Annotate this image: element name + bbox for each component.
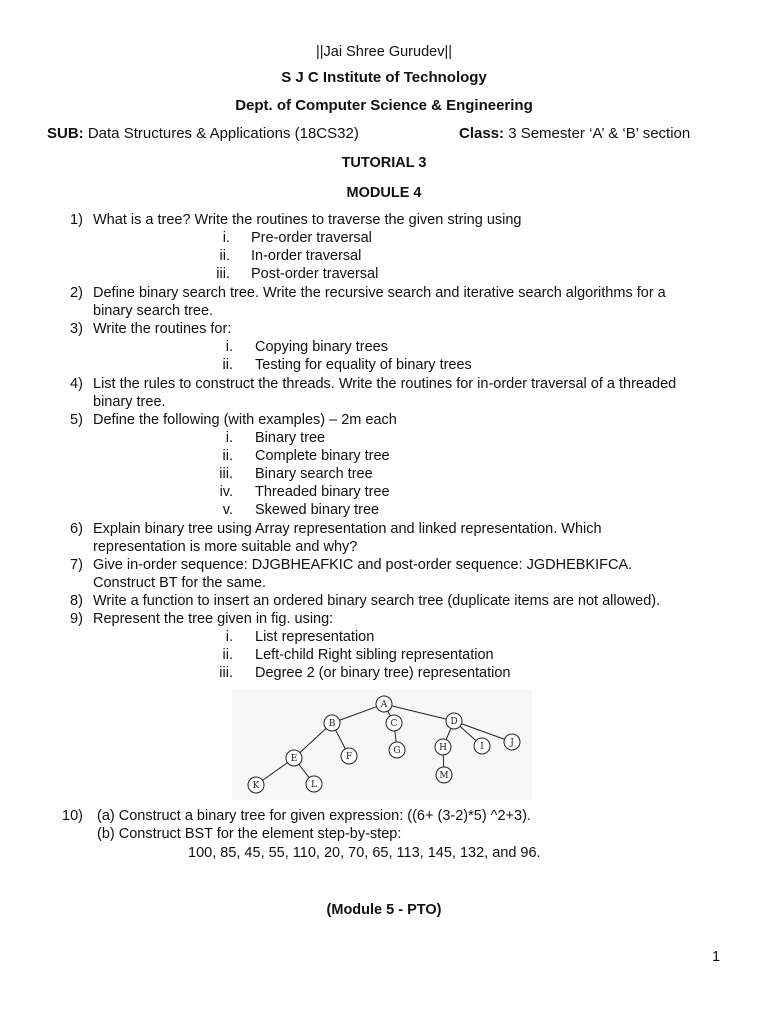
question-4-line: List the rules to construct the threads. Write the routines for in-order traversal of a threaded — [93, 376, 677, 392]
roman-numeral: iii. — [219, 665, 233, 681]
question-1-item: Pre-order traversal — [251, 230, 372, 246]
roman-numeral: iii. — [216, 266, 230, 282]
question-5-item: Binary search tree — [255, 466, 373, 482]
question-9-item: Degree 2 (or binary tree) representation — [255, 665, 511, 681]
question-5-item: Skewed binary tree — [255, 502, 380, 518]
question-number: 2) — [70, 285, 83, 301]
tree-node-label: E — [290, 754, 298, 764]
question-3-text: Write the routines for: — [93, 321, 232, 337]
question-5-text: Define the following (with examples) – 2m each — [93, 412, 397, 428]
question-2-line: binary search tree. — [93, 303, 214, 319]
tree-node-label: M — [439, 771, 449, 781]
class-label: Class: — [459, 125, 505, 142]
question-6-line: Explain binary tree using Array representation and linked representation. Which — [93, 521, 602, 537]
question-number: 5) — [70, 412, 83, 428]
tutorial-title: TUTORIAL 3 — [341, 155, 427, 171]
question-1-item: In-order traversal — [251, 248, 362, 264]
roman-numeral: ii. — [222, 647, 233, 663]
question-number: 3) — [70, 321, 83, 337]
tree-node-label: K — [252, 781, 260, 791]
question-10-line: (a) Construct a binary tree for given expression: ((6+ (3-2)*5) ^2+3). — [97, 808, 531, 824]
question-4-line: binary tree. — [93, 394, 166, 410]
question-5-item: Complete binary tree — [255, 448, 390, 464]
roman-numeral: iv. — [219, 484, 233, 500]
department-name: Dept. of Computer Science & Engineering — [235, 97, 533, 114]
class-value: 3 Semester ‘A’ & ‘B’ section — [508, 125, 691, 142]
question-9-item: Left-child Right sibling representation — [255, 647, 494, 663]
roman-numeral: ii. — [222, 357, 233, 373]
tree-figure — [232, 690, 532, 800]
tree-node-label: B — [328, 719, 336, 729]
question-number: 6) — [70, 521, 83, 537]
roman-numeral: ii. — [222, 448, 233, 464]
question-number: 9) — [70, 611, 83, 627]
question-10-line: (b) Construct BST for the element step-by-step: — [97, 826, 402, 842]
tree-node-label: H — [439, 743, 447, 753]
next-module-note: (Module 5 - PTO) — [326, 902, 442, 918]
question-3-item: Testing for equality of binary trees — [255, 357, 472, 373]
subject-label: SUB: — [47, 125, 84, 142]
invocation: ||Jai Shree Gurudev|| — [316, 44, 452, 60]
tree-node-label: F — [345, 752, 353, 762]
question-9-item: List representation — [255, 629, 375, 645]
question-2-line: Define binary search tree. Write the recursive search and iterative search algorithms for a — [93, 285, 666, 301]
question-number: 8) — [70, 593, 83, 609]
page-number: 1 — [712, 949, 721, 965]
question-5-item: Threaded binary tree — [255, 484, 390, 500]
question-8-text: Write a function to insert an ordered binary search tree (duplicate items are not allowed). — [93, 593, 661, 609]
roman-numeral: v. — [222, 502, 233, 518]
subject-value: Data Structures & Applications (18CS32) — [87, 125, 359, 142]
question-5-item: Binary tree — [255, 430, 326, 446]
question-number: 4) — [70, 376, 83, 392]
tree-node-label: I — [480, 742, 484, 752]
tree-node-label: C — [390, 719, 398, 729]
tree-node-label: A — [380, 700, 388, 710]
question-3-item: Copying binary trees — [255, 339, 388, 355]
question-10-line: 100, 85, 45, 55, 110, 20, 70, 65, 113, 145, 132, and 96. — [188, 845, 541, 861]
class-line — [459, 125, 690, 142]
tree-node-label: D — [450, 717, 458, 727]
question-1-text: What is a tree? Write the routines to traverse the given string using — [93, 212, 522, 228]
question-9-text: Represent the tree given in fig. using: — [93, 611, 334, 627]
roman-numeral: i. — [225, 629, 233, 645]
roman-numeral: i. — [225, 430, 233, 446]
subject-line — [47, 125, 359, 142]
question-number: 1) — [70, 212, 83, 228]
roman-numeral: i. — [225, 339, 233, 355]
tree-node-label: G — [393, 746, 401, 756]
roman-numeral: iii. — [219, 466, 233, 482]
module-title: MODULE 4 — [346, 185, 422, 201]
question-number: 10) — [62, 808, 83, 824]
question-6-line: representation is more suitable and why? — [93, 539, 358, 555]
roman-numeral: i. — [222, 230, 230, 246]
institute-name: S J C Institute of Technology — [281, 69, 487, 86]
roman-numeral: ii. — [219, 248, 230, 264]
question-number: 7) — [70, 557, 83, 573]
question-1-item: Post-order traversal — [251, 266, 379, 282]
tree-node-label: L — [311, 780, 317, 790]
question-7-line: Construct BT for the same. — [93, 575, 266, 591]
question-7-line: Give in-order sequence: DJGBHEAFKIC and post-order sequence: JGDHEBKIFCA. — [93, 557, 633, 573]
tree-node-label: J — [510, 738, 514, 748]
